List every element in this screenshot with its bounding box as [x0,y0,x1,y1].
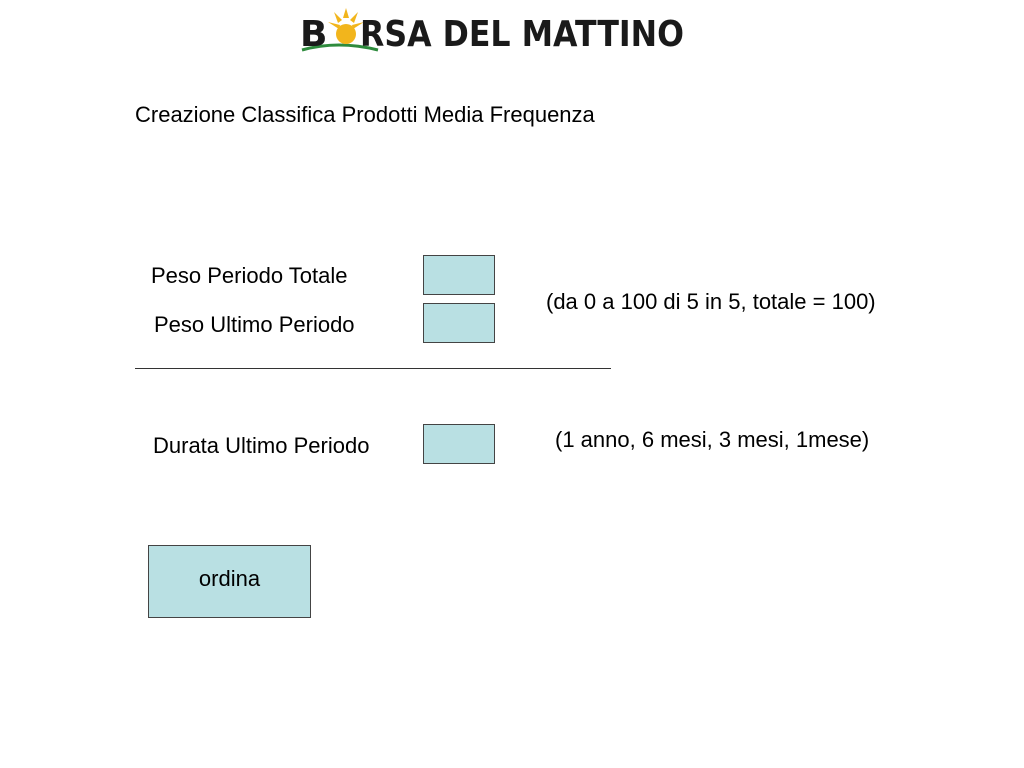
durata-ultimo-periodo-input[interactable] [423,424,495,464]
logo-letter-b: B [300,14,328,55]
borsa-del-mattino-logo [298,6,688,54]
section-divider [135,368,611,369]
logo-graphic [298,6,688,54]
durata-ultimo-periodo-label: Durata Ultimo Periodo [153,433,370,458]
durata-hint-text: (1 anno, 6 mesi, 3 mesi, 1mese) [555,427,870,452]
peso-ultimo-periodo-input[interactable] [423,303,495,343]
ordina-button-label: ordina [198,565,261,591]
peso-hint-text: (da 0 a 100 di 5 in 5, totale = 100) [546,289,876,314]
page-title: Creazione Classifica Prodotti Media Frequenza [135,102,595,127]
ordina-button[interactable] [148,545,311,618]
logo-text-rest: RSA DEL MATTINO [360,14,684,55]
peso-ultimo-periodo-label: Peso Ultimo Periodo [154,312,355,337]
peso-periodo-totale-input[interactable] [423,255,495,295]
peso-periodo-totale-label: Peso Periodo Totale [151,263,348,288]
